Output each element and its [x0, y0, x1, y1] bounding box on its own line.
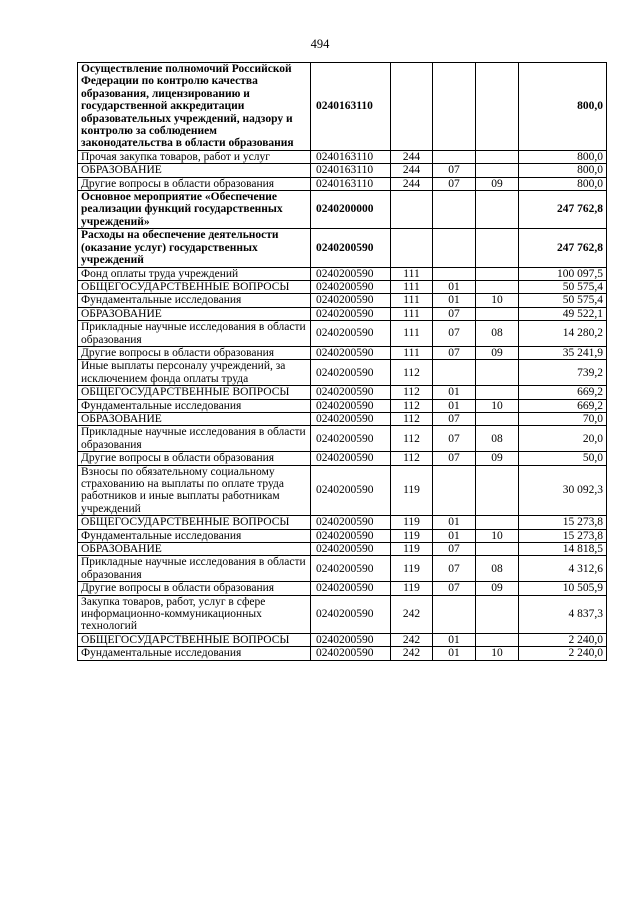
- row-pr-cell: [476, 516, 519, 529]
- table-row: [78, 307, 607, 320]
- row-rz-cell: 07: [433, 307, 476, 320]
- row-vr-cell: 119: [391, 556, 433, 582]
- row-code-cell: 0240200590: [311, 321, 391, 347]
- row-sum-cell: 30 092,3: [519, 465, 607, 516]
- row-name-cell: Другие вопросы в области образования: [78, 582, 311, 595]
- row-pr-cell: [476, 229, 519, 267]
- row-pr-cell: [476, 191, 519, 229]
- row-name-cell: Прикладные научные исследования в области образования: [78, 321, 311, 347]
- row-pr-cell: 08: [476, 321, 519, 347]
- table-row: [78, 412, 607, 425]
- row-code-cell: 0240163110: [311, 63, 391, 151]
- row-rz-cell: 01: [433, 633, 476, 646]
- row-rz-cell: 07: [433, 452, 476, 465]
- row-vr-cell: 119: [391, 529, 433, 542]
- row-vr-cell: [391, 229, 433, 267]
- table-row: [78, 647, 607, 660]
- row-vr-cell: 244: [391, 164, 433, 177]
- row-vr-cell: 244: [391, 150, 433, 163]
- table-row: [78, 150, 607, 163]
- row-vr-cell: 112: [391, 412, 433, 425]
- row-rz-cell: [433, 360, 476, 386]
- row-sum-cell: 35 241,9: [519, 346, 607, 359]
- row-code-cell: 0240163110: [311, 150, 391, 163]
- row-rz-cell: 07: [433, 582, 476, 595]
- row-code-cell: 0240200590: [311, 516, 391, 529]
- row-sum-cell: 50 575,4: [519, 294, 607, 307]
- row-code-cell: 0240200590: [311, 267, 391, 280]
- row-sum-cell: 100 097,5: [519, 267, 607, 280]
- row-vr-cell: [391, 63, 433, 151]
- row-code-cell: 0240200590: [311, 280, 391, 293]
- row-rz-cell: [433, 229, 476, 267]
- row-code-cell: 0240200590: [311, 595, 391, 633]
- table-row: [78, 63, 607, 151]
- row-sum-cell: 10 505,9: [519, 582, 607, 595]
- table-row: [78, 321, 607, 347]
- row-sum-cell: 49 522,1: [519, 307, 607, 320]
- row-rz-cell: [433, 267, 476, 280]
- row-code-cell: 0240200590: [311, 307, 391, 320]
- row-code-cell: 0240200590: [311, 360, 391, 386]
- row-name-cell: Другие вопросы в области образования: [78, 177, 311, 190]
- row-vr-cell: 111: [391, 346, 433, 359]
- row-name-cell: Фундаментальные исследования: [78, 399, 311, 412]
- row-sum-cell: 2 240,0: [519, 633, 607, 646]
- row-vr-cell: 111: [391, 294, 433, 307]
- row-name-cell: Иные выплаты персоналу учреждений, за исключением фонда оплаты труда: [78, 360, 311, 386]
- row-name-cell: ОБЩЕГОСУДАРСТВЕННЫЕ ВОПРОСЫ: [78, 386, 311, 399]
- row-rz-cell: 01: [433, 386, 476, 399]
- row-rz-cell: 01: [433, 399, 476, 412]
- table-row: [78, 516, 607, 529]
- row-vr-cell: 242: [391, 595, 433, 633]
- table-row: [78, 229, 607, 267]
- row-pr-cell: 10: [476, 647, 519, 660]
- row-name-cell: ОБЩЕГОСУДАРСТВЕННЫЕ ВОПРОСЫ: [78, 516, 311, 529]
- row-name-cell: Расходы на обеспечение деятельности (оказание услуг) государственных учреждений: [78, 229, 311, 267]
- row-name-cell: ОБРАЗОВАНИЕ: [78, 164, 311, 177]
- row-pr-cell: 09: [476, 452, 519, 465]
- table-row: [78, 452, 607, 465]
- row-pr-cell: [476, 280, 519, 293]
- row-code-cell: 0240200590: [311, 582, 391, 595]
- row-name-cell: ОБЩЕГОСУДАРСТВЕННЫЕ ВОПРОСЫ: [78, 633, 311, 646]
- row-sum-cell: 14 280,2: [519, 321, 607, 347]
- row-code-cell: 0240200000: [311, 191, 391, 229]
- row-vr-cell: 119: [391, 516, 433, 529]
- row-vr-cell: 112: [391, 360, 433, 386]
- budget-table: [77, 62, 607, 661]
- row-rz-cell: 01: [433, 516, 476, 529]
- row-code-cell: 0240200590: [311, 426, 391, 452]
- table-row: [78, 280, 607, 293]
- table-row: [78, 267, 607, 280]
- row-pr-cell: 10: [476, 399, 519, 412]
- row-sum-cell: 669,2: [519, 386, 607, 399]
- row-name-cell: ОБЩЕГОСУДАРСТВЕННЫЕ ВОПРОСЫ: [78, 280, 311, 293]
- row-rz-cell: 07: [433, 164, 476, 177]
- row-vr-cell: 242: [391, 647, 433, 660]
- row-pr-cell: [476, 633, 519, 646]
- row-name-cell: Прочая закупка товаров, работ и услуг: [78, 150, 311, 163]
- row-name-cell: ОБРАЗОВАНИЕ: [78, 412, 311, 425]
- row-rz-cell: 07: [433, 412, 476, 425]
- row-pr-cell: [476, 595, 519, 633]
- table-row: [78, 582, 607, 595]
- row-name-cell: Прикладные научные исследования в области образования: [78, 426, 311, 452]
- row-code-cell: 0240200590: [311, 647, 391, 660]
- table-row: [78, 164, 607, 177]
- row-pr-cell: [476, 465, 519, 516]
- row-rz-cell: 07: [433, 321, 476, 347]
- row-pr-cell: [476, 360, 519, 386]
- row-vr-cell: 112: [391, 426, 433, 452]
- row-vr-cell: 111: [391, 267, 433, 280]
- page-number: 494: [310, 37, 330, 51]
- table-row: [78, 177, 607, 190]
- row-pr-cell: [476, 164, 519, 177]
- row-vr-cell: 119: [391, 543, 433, 556]
- row-sum-cell: 50,0: [519, 452, 607, 465]
- table-row: [78, 294, 607, 307]
- row-name-cell: Фонд оплаты труда учреждений: [78, 267, 311, 280]
- row-rz-cell: 01: [433, 280, 476, 293]
- row-name-cell: Фундаментальные исследования: [78, 294, 311, 307]
- row-sum-cell: 800,0: [519, 164, 607, 177]
- row-sum-cell: 15 273,8: [519, 529, 607, 542]
- row-pr-cell: 09: [476, 177, 519, 190]
- row-name-cell: Другие вопросы в области образования: [78, 452, 311, 465]
- row-sum-cell: 14 818,5: [519, 543, 607, 556]
- row-rz-cell: 07: [433, 346, 476, 359]
- row-name-cell: Другие вопросы в области образования: [78, 346, 311, 359]
- row-code-cell: 0240200590: [311, 412, 391, 425]
- row-vr-cell: 111: [391, 280, 433, 293]
- row-pr-cell: 10: [476, 529, 519, 542]
- row-rz-cell: 01: [433, 294, 476, 307]
- row-code-cell: 0240200590: [311, 543, 391, 556]
- row-code-cell: 0240200590: [311, 346, 391, 359]
- row-pr-cell: [476, 543, 519, 556]
- table-row: [78, 543, 607, 556]
- row-vr-cell: 119: [391, 465, 433, 516]
- row-sum-cell: 800,0: [519, 63, 607, 151]
- row-pr-cell: [476, 386, 519, 399]
- row-rz-cell: 01: [433, 647, 476, 660]
- row-name-cell: Фундаментальные исследования: [78, 529, 311, 542]
- row-pr-cell: 09: [476, 582, 519, 595]
- row-vr-cell: 111: [391, 307, 433, 320]
- row-vr-cell: 242: [391, 633, 433, 646]
- row-pr-cell: [476, 267, 519, 280]
- row-sum-cell: 800,0: [519, 150, 607, 163]
- row-code-cell: 0240200590: [311, 399, 391, 412]
- row-code-cell: 0240200590: [311, 229, 391, 267]
- row-sum-cell: 4 837,3: [519, 595, 607, 633]
- row-sum-cell: 2 240,0: [519, 647, 607, 660]
- row-code-cell: 0240163110: [311, 164, 391, 177]
- row-code-cell: 0240200590: [311, 529, 391, 542]
- table-row: [78, 360, 607, 386]
- table-row: [78, 465, 607, 516]
- table-row: [78, 529, 607, 542]
- row-vr-cell: 119: [391, 582, 433, 595]
- row-pr-cell: [476, 307, 519, 320]
- row-rz-cell: 07: [433, 543, 476, 556]
- row-name-cell: Взносы по обязательному социальному страхованию на выплаты по оплате труда работников и иные выплаты работникам учреждений: [78, 465, 311, 516]
- row-sum-cell: 739,2: [519, 360, 607, 386]
- table-row: [78, 556, 607, 582]
- row-name-cell: Фундаментальные исследования: [78, 647, 311, 660]
- row-pr-cell: 09: [476, 346, 519, 359]
- table-body: [78, 63, 607, 661]
- table-row: [78, 399, 607, 412]
- table-row: [78, 346, 607, 359]
- table-row: [78, 191, 607, 229]
- row-sum-cell: 247 762,8: [519, 229, 607, 267]
- row-name-cell: Прикладные научные исследования в области образования: [78, 556, 311, 582]
- row-sum-cell: 70,0: [519, 412, 607, 425]
- table-row: [78, 386, 607, 399]
- row-vr-cell: 112: [391, 386, 433, 399]
- row-pr-cell: 10: [476, 294, 519, 307]
- row-code-cell: 0240200590: [311, 294, 391, 307]
- row-code-cell: 0240163110: [311, 177, 391, 190]
- row-sum-cell: 669,2: [519, 399, 607, 412]
- row-rz-cell: 01: [433, 529, 476, 542]
- row-name-cell: Осуществление полномочий Российской Федерации по контролю качества образования, лицензированию и государственной аккредитации образовательных учреждений, надзору и контролю за соблюдением законодательства в области образования: [78, 63, 311, 151]
- row-pr-cell: [476, 412, 519, 425]
- row-code-cell: 0240200590: [311, 465, 391, 516]
- table-row: [78, 633, 607, 646]
- row-sum-cell: 20,0: [519, 426, 607, 452]
- row-vr-cell: 244: [391, 177, 433, 190]
- row-code-cell: 0240200590: [311, 386, 391, 399]
- row-vr-cell: 112: [391, 452, 433, 465]
- row-sum-cell: 800,0: [519, 177, 607, 190]
- row-code-cell: 0240200590: [311, 556, 391, 582]
- row-code-cell: 0240200590: [311, 633, 391, 646]
- row-name-cell: Основное мероприятие «Обеспечение реализации функций государственных учреждений»: [78, 191, 311, 229]
- row-rz-cell: 07: [433, 556, 476, 582]
- row-vr-cell: 111: [391, 321, 433, 347]
- row-rz-cell: [433, 191, 476, 229]
- row-sum-cell: 15 273,8: [519, 516, 607, 529]
- row-sum-cell: 247 762,8: [519, 191, 607, 229]
- row-rz-cell: 07: [433, 426, 476, 452]
- row-sum-cell: 50 575,4: [519, 280, 607, 293]
- row-rz-cell: [433, 150, 476, 163]
- row-name-cell: ОБРАЗОВАНИЕ: [78, 543, 311, 556]
- row-pr-cell: 08: [476, 426, 519, 452]
- row-vr-cell: 112: [391, 399, 433, 412]
- table-row: [78, 595, 607, 633]
- row-sum-cell: 4 312,6: [519, 556, 607, 582]
- row-code-cell: 0240200590: [311, 452, 391, 465]
- table-row: [78, 426, 607, 452]
- row-name-cell: ОБРАЗОВАНИЕ: [78, 307, 311, 320]
- row-rz-cell: [433, 465, 476, 516]
- row-name-cell: Закупка товаров, работ, услуг в сфере информационно-коммуникационных технологий: [78, 595, 311, 633]
- row-pr-cell: 08: [476, 556, 519, 582]
- row-rz-cell: [433, 63, 476, 151]
- row-pr-cell: [476, 150, 519, 163]
- row-vr-cell: [391, 191, 433, 229]
- row-rz-cell: [433, 595, 476, 633]
- row-rz-cell: 07: [433, 177, 476, 190]
- row-pr-cell: [476, 63, 519, 151]
